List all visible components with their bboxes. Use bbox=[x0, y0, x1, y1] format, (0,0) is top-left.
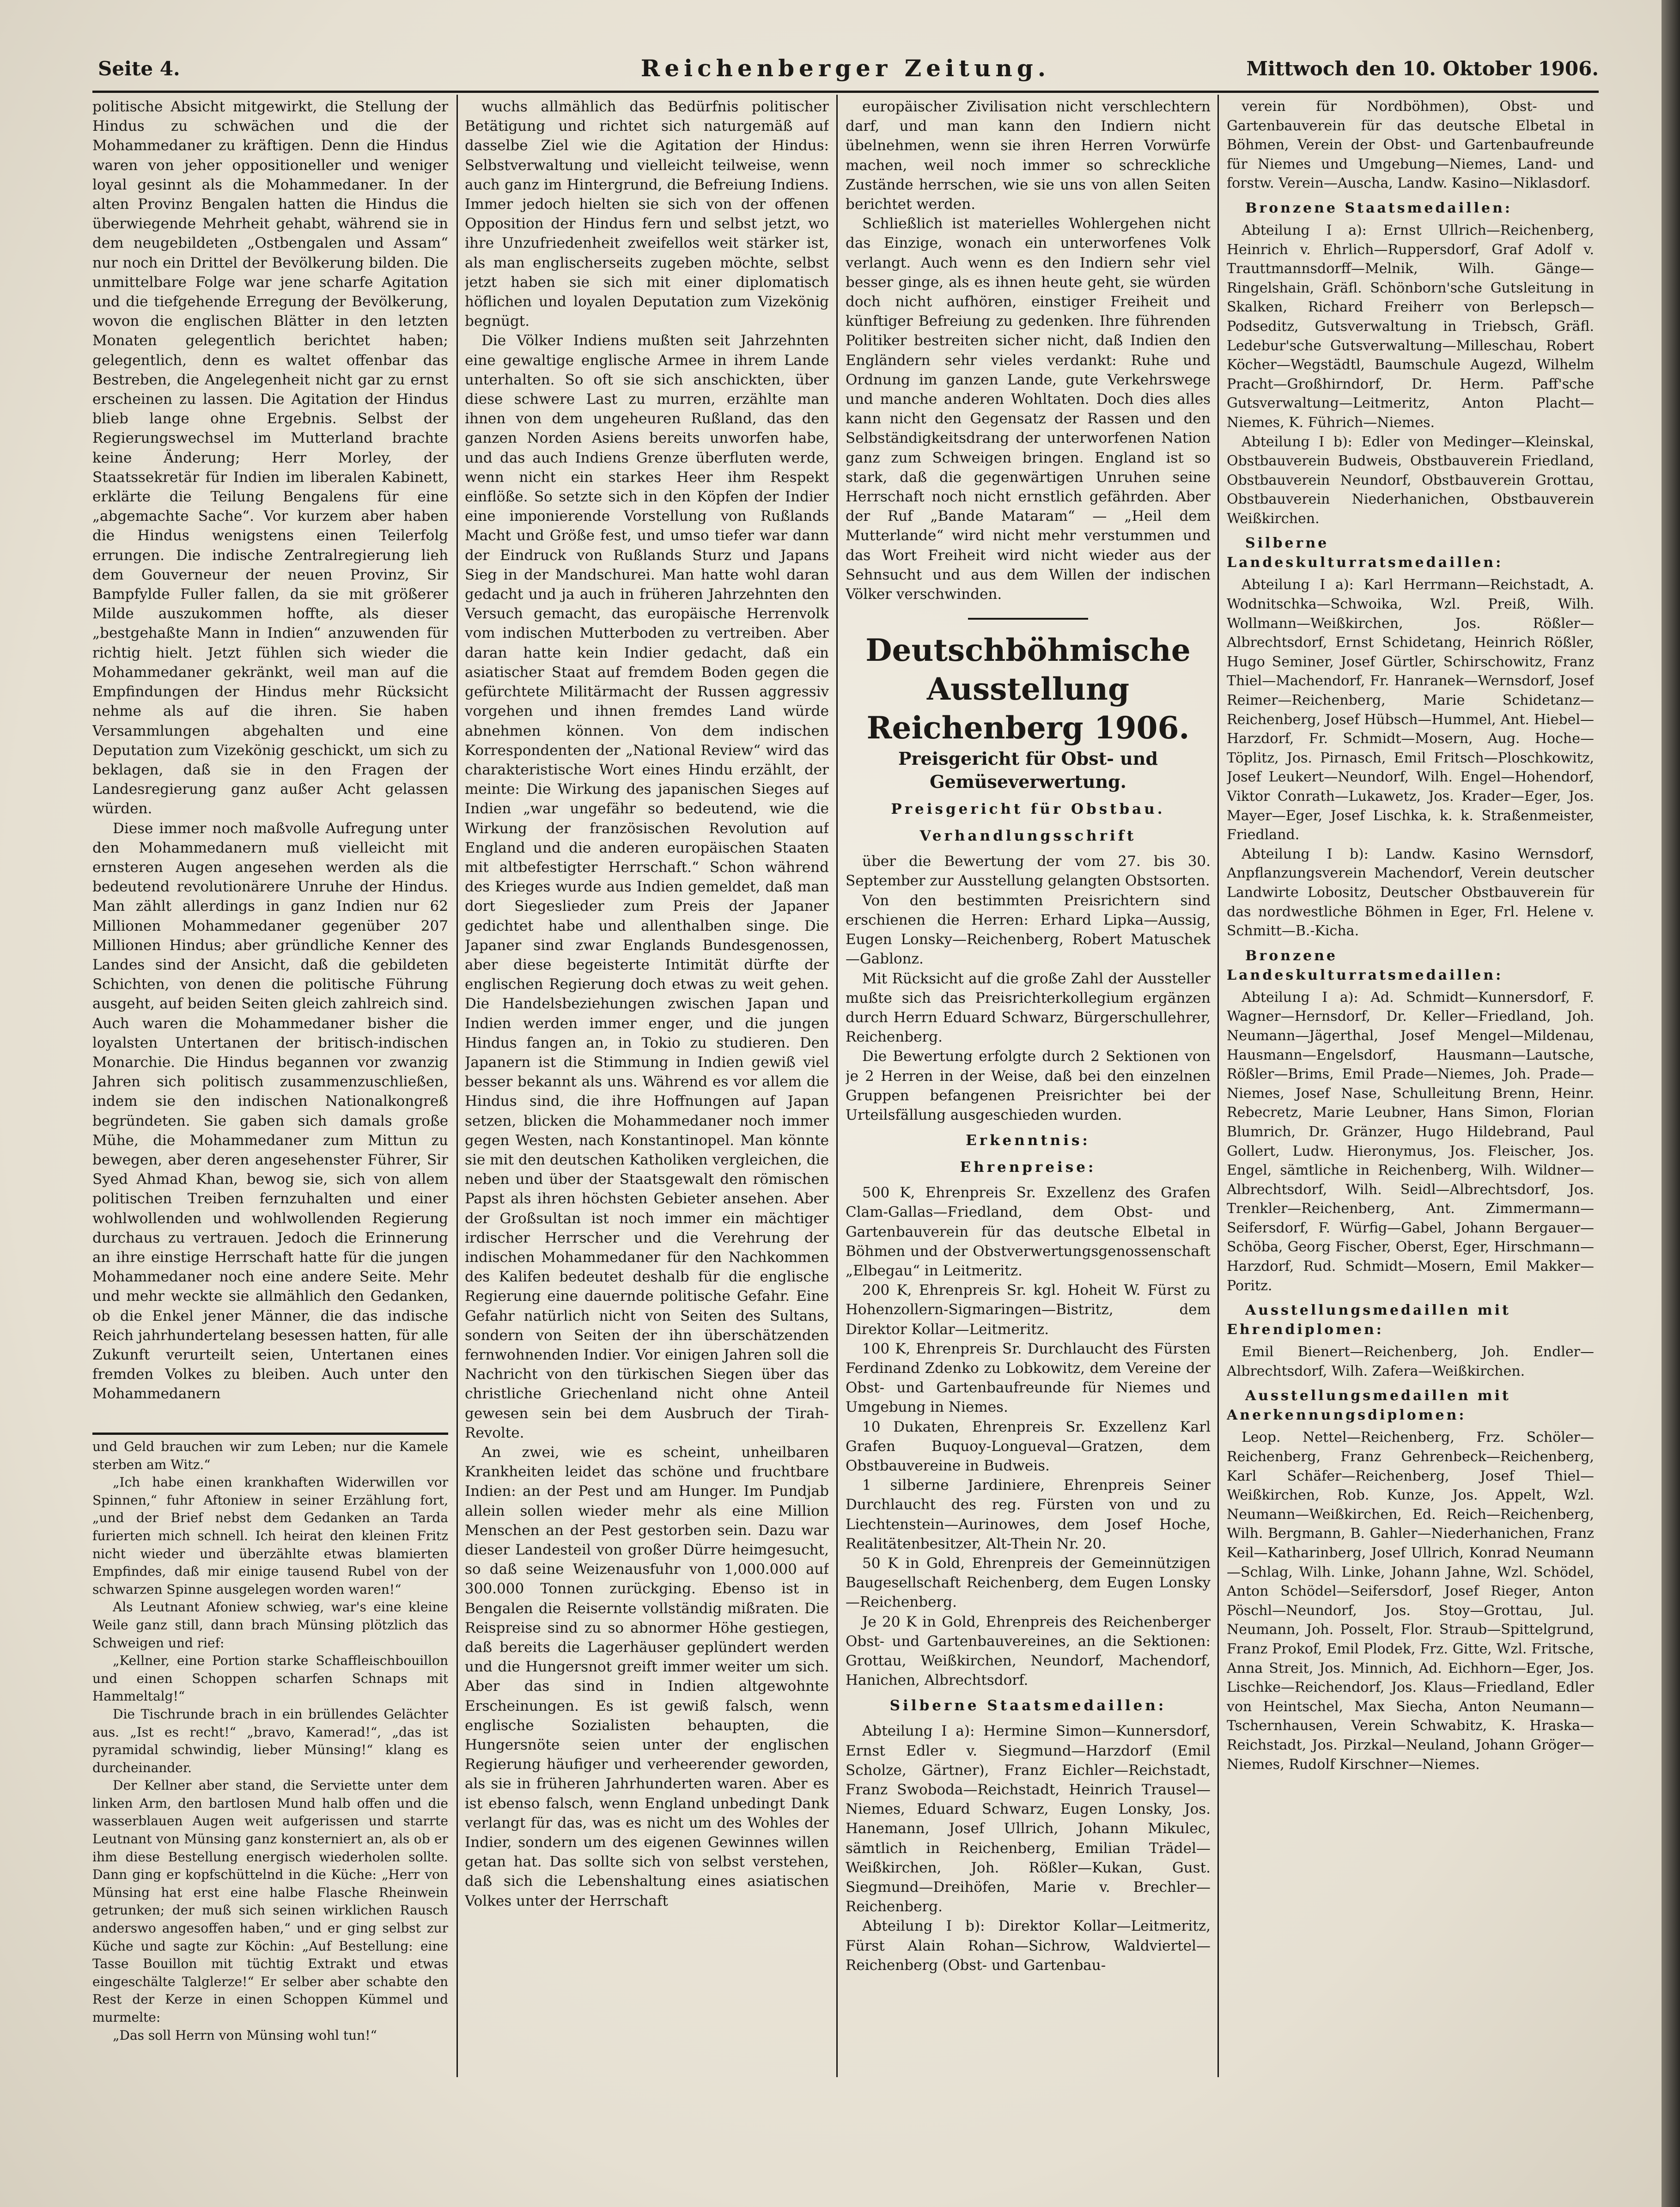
section-title: Preisgericht für Obstbau. bbox=[891, 801, 1165, 818]
award-entry: 1 silberne Jardiniere, Ehrenpreis Seiner Durchlaucht des reg. Fürsten von und zu Liechtenstein—Aurinowes, dem Josef Hoche, Realitätenbesitzer, Alt-Thein Nr. 20. bbox=[846, 1477, 1211, 1552]
award-entry: Abteilung I a): Ernst Ullrich—Reichenberg, Heinrich v. Ehrlich—Ruppersdorf, Graf Adolf v. Trauttmannsdorff—Melnik, Wilh. Gänge—Ringelshain, Gräfl. Schönborn'sche Gutsleitung in Skalken, Richard Freiherr von Berlepsch—Podseditz, Gutsverwaltung in Triebsch, Gräfl. Ledebur'sche Gutsverwaltung—Milleschau, Robert Köcher—Wegstädtl, Baumschule Augezd, Wilhelm Pracht—Großhirndorf, Dr. Herm. Paff'sche Gutsverwaltung—Leitmeritz, Anton Placht—Niemes, K. Führich—Niemes. bbox=[1227, 222, 1594, 431]
issue-date: Mittwoch den 10. Oktober 1906. bbox=[1246, 57, 1599, 80]
column-4 bbox=[1227, 97, 1594, 2075]
jury-subhead: Preisgericht für Obst- und Gemüseverwertung. bbox=[898, 748, 1158, 793]
bronze-state-medals-title: Bronzene Staatsmedaillen: bbox=[1245, 200, 1513, 216]
feuilleton-rule bbox=[92, 1433, 448, 1435]
exhibition-diploma-title: Ausstellungsmedaillen mit Ehrendiplomen: bbox=[1227, 1302, 1511, 1338]
silver-culture-medals-title: Silberne Landeskulturratsmedaillen: bbox=[1227, 535, 1503, 571]
masthead: Reichenberger Zeitung. bbox=[640, 55, 1051, 82]
feuilleton-column bbox=[92, 1438, 448, 2071]
page-edge-shadow bbox=[1662, 0, 1680, 2207]
feuilleton-paragraph: Die Tischrunde brach in ein brüllendes Gelächter aus. „Ist es recht!“ „bravo, Kamerad!“, „das ist pyramidal schwindig, lieber Münsing!“ klang es durcheinander. bbox=[92, 1706, 448, 1775]
column-rule bbox=[1217, 95, 1219, 2077]
feuilleton-paragraph: „Das soll Herrn von Münsing wohl tun!“ bbox=[113, 2027, 377, 2043]
column-1 bbox=[92, 97, 448, 1520]
column-rule bbox=[836, 95, 838, 2077]
article-paragraph: Schließlich ist materielles Wohlergehen nicht das Einzige, wonach ein unterworfenes Volk verlangt. Auch wenn es den Indiern sehr viel besser ginge, als es ihnen heute geht, sie würden doch nicht aufhören, einstiger Freiheit und künftiger Befreiung zu gedenken. Ihre führenden Politiker bestreiten sicher nicht, daß Indien den Engländern sehr vieles verdankt: Ruhe und Ordnung im ganzen Lande, gute Verkehrswege und manche anderen Wohltaten. Doch dies alles kann nicht den Gegensatz der Rassen und den Selbständigkeitsdrang der unterworfenen Nation ganz zum Schweigen bringen. England ist so stark, daß die gegenwärtigen Unruhen seine Herrschaft noch nicht ernstlich gefährden. Aber der Ruf „Bande Mataram“ — „Heil dem Mutterlande“ wird nicht mehr verstummen und das Wort Freiheit wird nicht wieder aus der Sehnsucht und aus dem Willen der indischen Völker verschwinden. bbox=[846, 215, 1211, 603]
article-paragraph: wuchs allmählich das Bedürfnis politischer Betätigung und richtet sich naturgemäß auf dasselbe Ziel wie die Agitation der Hindus: Selbstverwaltung und vielleicht teilweise, wenn auch ganz im Hintergrund, die Befreiung Indiens. Immer jedoch hielten sie sich von der offenen Opposition der Hindus fern und selbst jetzt, wo ihre Unzufriedenheit zweifellos weit stärker ist, als man englischerseits zugeben möchte, selbst jetzt haben sie sich mit einer diplomatisch höflichen und loyalen Deputation zum Vizekönig begnügt. bbox=[465, 98, 829, 330]
award-entry: 50 K in Gold, Ehrenpreis der Gemeinnützigen Baugesellschaft Reichenberg, dem Eugen Lonsky—Reichenberg. bbox=[846, 1555, 1211, 1611]
honor-prizes-title: Ehrenpreise: bbox=[960, 1159, 1096, 1176]
feuilleton-paragraph: Als Leutnant Afoniew schwieg, war's eine kleine Weile ganz still, dann brach Münsing plötzlich das Schweigen und rief: bbox=[92, 1599, 448, 1651]
section-divider bbox=[968, 618, 1088, 620]
award-entry: Abteilung I b): Landw. Kasino Wernsdorf, Anpflanzungsverein Machendorf, Verein deutscher Landwirte Lobositz, Deutscher Obstbauverein für das nordwestliche Böhmen in Eger, Frl. Helene v. Schmitt—B.-Kicha. bbox=[1227, 846, 1594, 939]
award-entry: Je 20 K in Gold, Ehrenpreis des Reichenberger Obst- und Gartenbauvereines, an die Sektionen: Grottau, Weißkirchen, Neundorf, Machendorf, Hanichen, Albrechtsdorf. bbox=[846, 1613, 1211, 1689]
document-title: Verhandlungsschrift bbox=[919, 828, 1137, 845]
award-entry: Abteilung I a): Ad. Schmidt—Kunnersdorf, F. Wagner—Hernsdorf, Dr. Keller—Friedland, Joh. Neumann—Jägerthal, Josef Mengel—Mildenau, Hausmann—Engelsdorf, Hausmann—Lautsche, Rößler—Brims, Emil Prade—Niemes, Joh. Prade—Niemes, Josef Nase, Schulleitung Brenn, Heinr. Rebecretz, Marie Leubner, Hans Simon, Florian Blumrich, Dr. Gränzer, Hugo Hildebrand, Paul Gollert, Ludw. Hieronymus, Jos. Fleischer, Jos. Engel, sämtliche in Reichenberg, Wilh. Wildner—Albrechtsdorf, Wilh. Seidl—Albrechtsdorf, Jos. Trenkler—Reichenberg, Ant. Zimmermann—Seifersdorf, F. Würfig—Gabel, Johann Bergauer—Schöba, Georg Fischer, Oberst, Eger, Hirschmann—Harzdorf, Rud. Schmidt—Mosern, Emil Makker—Poritz. bbox=[1227, 989, 1594, 1294]
column-rule bbox=[457, 95, 458, 2077]
award-entry: Abteilung I b): Edler von Medinger—Kleinskal, Obstbauverein Budweis, Obstbauverein Friedland, Obstbauverein Neundorf, Obstbauverein Grottau, Obstbauverein Niederhanichen, Obstbauverein Weißkirchen. bbox=[1227, 433, 1594, 527]
minutes-paragraph: über die Bewertung der vom 27. bis 30. September zur Ausstellung gelangten Obstsorten. bbox=[846, 853, 1211, 890]
feuilleton-paragraph: „Ich habe einen krankhaften Widerwillen vor Spinnen,“ fuhr Aftoniew in seiner Erzählung fort, „und der Brief nebst dem Gedanken an Tarda furierten mich schnell. Ich heirat den kleinen Fritz nicht wieder und überzählte etwas blamierten Empfindes, daß mir einige tausend Rubel von der schwarzen Spinne ausgelegen worden waren!“ bbox=[92, 1475, 448, 1597]
column-2 bbox=[465, 97, 829, 2075]
article-paragraph: politische Absicht mitgewirkt, die Stellung der Hindus zu schwächen und die der Mohammedaner zu kräftigen. Denn die Hindus waren von jeher oppositioneller und weniger loyal gesinnt als die Mohammedaner. In der alten Provinz Bengalen hatten die Hindus die überwiegende Mehrheit gehabt, während sie in dem neugebildeten „Ostbengalen und Assam“ nur noch ein Drittel der Bevölkerung bilden. Die unmittelbare Folge war jene scharfe Agitation und die tiefgehende Erregung der Bevölkerung, wovon die englischen Blätter in den letzten Monaten gelegentlich berichtet haben; gelegentlich, denn es waltet offenbar das Bestreben, die Angelegenheit nicht gar zu ernst erscheinen zu lassen. Die Agitation der Hindus blieb lange ohne Ergebnis. Selbst der Regierungswechsel im Mutterland brachte keine Änderung; Herr Morley, der Staatssekretär für Indien im liberalen Kabinett, erklärte die Teilung Bengalens für eine „abgemachte Sache“. Vor kurzem aber haben die Hindus wenigstens einen Teilerfolg errungen. Die indische Zentralregierung lieh dem Gouverneur der neuen Provinz, Sir Bampfylde Fuller fallen, da sie mit größerer Milde auszukommen hoffte, als dieser „bestgehaßte Mann in Indien“ anzuwenden für richtig hielt. Jetzt fühlen sich wieder die Mohammedaner gekränkt, weil man auf die Empfindungen der Hindus mehr Rücksicht nehme als auf die ihren. Sie haben Versammlungen abgehalten und eine Deputation zum Vizekönig geschickt, um sich zu beklagen, daß sie in den Fragen der Landesregierung ganz außer Acht gelassen würden. bbox=[92, 98, 448, 817]
minutes-paragraph: Die Bewertung erfolgte durch 2 Sektionen von je 2 Herren in der Weise, daß bei den einzelnen Gruppen befangenen Preisrichter bei der Urteilsfällung ausgeschieden wurden. bbox=[846, 1048, 1211, 1123]
award-entry: verein für Nordböhmen), Obst- und Gartenbauverein für das deutsche Elbetal in Böhmen, Verein der Obst- und Gartenbaufreunde für Niemes und Umgebung—Niemes, Land- und forstw. Verein—Auscha, Landw. Kasino—Niklasdorf. bbox=[1227, 98, 1594, 192]
exhibition-headline: Deutschböhmische Ausstellung Reichenberg 1906. bbox=[865, 632, 1191, 746]
award-entry: 500 K, Ehrenpreis Sr. Exzellenz des Grafen Clam-Gallas—Friedland, dem Obst- und Gartenbauverein für das deutsche Elbetal in Böhmen und der Obstverwertungsgenossenschaft „Elbegau“ in Leitmeritz. bbox=[846, 1184, 1211, 1279]
silver-state-medals-title: Silberne Staatsmedaillen: bbox=[889, 1697, 1167, 1714]
article-paragraph: Die Völker Indiens mußten seit Jahrzehnten eine gewaltige englische Armee in ihrem Lande unterhalten. So oft sie sich anschickten, über diese schwere Last zu murren, erzählte man ihnen von dem ungeheuren Rußland, das den ganzen Norden Asiens bereits unworfen habe, und das auch Indiens Grenze überfluten werde, wenn nicht ein starkes Heer ihm Respekt einflöße. So setzte sich in den Köpfen der Indier eine imponierende Vorstellung von Rußlands Macht und Größe fest, und umso tiefer war dann der Eindruck von Rußlands Sturz und Japans Sieg in der Mandschurei. Man hatte wohl daran gedacht und ja auch in früheren Jahrzehnten den Versuch gemacht, das europäische Herrenvolk vom indischen Mutterboden zu vertreiben. Aber daran hatte kein Indier gedacht, daß ein asiatischer Staat auf fremdem Boden gegen die gefürchtete Militärmacht der Russen aggressiv vorgehen und ihnen fremdes Land würde abnehmen können. Von dem indischen Korrespondenten der „National Review“ wird das charakteristische Wort eines Hindu erzählt, der meinte: Die Wirkung des japanischen Sieges auf Indien „war ungefähr so bedeutend, wie die Wirkung der französischen Revolution auf England und die anderen europäischen Staaten mit altbefestigter Herrschaft.“ Schon während des Krieges wurde aus Indien gemeldet, daß man dort Siegeslieder zum Preis der Japaner gedichtet habe und allenthalben singe. Die Japaner sind zwar Englands Bundesgenossen, aber diese begeisterte Intimität dürfte der englischen Regierung doch etwas zu weit gehen. Die Handelsbeziehungen zwischen Japan und Indien werden immer enger, und die jungen Hindus fangen an, in Tokio zu studieren. Den Japanern ist die Stimmung in Indien gewiß viel besser bekannt als uns. Während es vor allem die Hindus sind, die ihre Hoffnungen auf Japan setzen, blicken die Mohammedaner noch immer gegen Westen, nach Konstantinopel. Man könnte sie mit den deutschen Katholiken vergleichen, die neben und über der Staatsgewalt den römischen Papst als ihren höchsten Gebieter ansehen. Aber der Großsultan ist noch immer ein mächtiger irdischer Herrscher und die Verehrung der indischen Mohammedaner für den Nachkommen des Kalifen bedeutet deshalb für die englische Regierung eine dauernde politische Gefahr. Eine Gefahr natürlich nicht von Seiten des Sultans, sondern von Seiten der ihn überschätzenden fernwohnenden Indier. Vor einigen Jahren soll die Nachricht von den türkischen Siegen über das christliche Griechenland nicht ohne Anteil gewesen sein bei dem Ausbruch der Tirah-Revolte. bbox=[465, 332, 829, 1441]
minutes-paragraph: Von den bestimmten Preisrichtern sind erschienen die Herren: Erhard Lipka—Aussig, Eugen Lonsky—Reichenberg, Robert Matuschek—Gablonz. bbox=[846, 892, 1211, 968]
verdict-title: Erkenntnis: bbox=[966, 1132, 1090, 1149]
award-entry: 200 K, Ehrenpreis Sr. kgl. Hoheit W. Fürst zu Hohenzollern-Sigmaringen—Bistritz, dem Direktor Kollar—Leitmeritz. bbox=[846, 1282, 1211, 1338]
award-entry: Abteilung I a): Hermine Simon—Kunnersdorf, Ernst Edler v. Siegmund—Harzdorf (Emil Scholze, Gärtner), Franz Eichler—Reichstadt, Franz Swoboda—Reichstadt, Heinrich Trausel—Niemes, Eduard Schwarz, Eugen Lonsky, Jos. Hanemann, Josef Ullrich, Johann Mikulec, sämtlich in Reichenberg, Emilian Trädel—Weißkirchen, Joh. Rößler—Kukan, Gust. Siegmund—Dreihöfen, Marie v. Brechler—Reichenberg. bbox=[846, 1723, 1211, 1915]
award-entry: Abteilung I b): Direktor Kollar—Leitmeritz, Fürst Alain Rohan—Sichrow, Waldviertel—Reichenberg (Obst- und Gartenbau- bbox=[846, 1918, 1211, 1974]
feuilleton-paragraph: „Kellner, eine Portion starke Schaffleischbouillon und einen Schoppen scharfen Schnaps mit Hammeltalg!“ bbox=[92, 1653, 448, 1704]
award-entry: 10 Dukaten, Ehrenpreis Sr. Exzellenz Karl Grafen Buquoy-Longueval—Gratzen, dem Obstbauvereine in Budweis. bbox=[846, 1418, 1211, 1474]
award-entry: Abteilung I a): Karl Herrmann—Reichstadt, A. Wodnitschka—Schwoika, Wzl. Preiß, Wilh. Wollmann—Weißkirchen, Jos. Rößler—Albrechtsdorf, Ernst Schidetang, Heinrich Rößler, Hugo Seminer, Josef Gürtler, Schirschowitz, Franz Thiel—Machendorf, Fr. Hanranek—Wernsdorf, Josef Reimer—Reichenberg, Marie Schidetanz—Reichenberg, Josef Hübsch—Hummel, Ant. Hiebel—Harzdorf, Fr. Schmidt—Mosern, Aug. Hoche—Töplitz, Jos. Pirnasch, Emil Fritsch—Ploschkowitz, Josef Leukert—Neundorf, Wilh. Engel—Hohendorf, Viktor Conrath—Lukawetz, Jos. Krader—Eger, Jos. Mayer—Eger, Josef Lischka, k. k. Straßenmeister, Friedland. bbox=[1227, 577, 1594, 843]
column-3 bbox=[846, 97, 1211, 2075]
article-paragraph: europäischer Zivilisation nicht verschlechtern darf, und man kann den Indiern nicht übelnehmen, wenn sie ihren Herren Vorwürfe machen, weil noch immer so schreckliche Zustände herrschen, wie sie uns von allen Seiten berichtet werden. bbox=[846, 98, 1211, 213]
page-header bbox=[92, 51, 1599, 88]
header-rule bbox=[92, 91, 1599, 93]
bronze-culture-medals-title: Bronzene Landeskulturratsmedaillen: bbox=[1227, 947, 1503, 983]
article-paragraph: Diese immer noch maßvolle Aufregung unter den Mohammedanern muß vielleicht mit ernsteren Augen angesehen werden als die bedeutend revolutionärere Unruhe der Hindus. Man zählt allerdings in ganz Indien nur 62 Millionen Mohammedaner gegenüber 207 Millionen Hindus; aber gründliche Kenner des Landes sind der Ansicht, daß die gebildeten Schichten, von denen die politische Führung ausgeht, auf beiden Seiten gleich zahlreich sind. Auch waren die Mohammedaner bisher die loyalsten Untertanen der britisch-indischen Monarchie. Die Hindus begannen vor zwanzig Jahren sich politisch zusammenzuschließen, indem sie den indischen Nationalkongreß begründeten. Sie gaben sich damals große Mühe, die Mohammedaner zum Mittun zu bewegen, aber deren angesehenster Führer, Sir Syed Ahmad Khan, bewog sie, sich von allem politischen Treiben fernzuhalten und einer wohlwollenden und wohlwollenden Regierung durchaus zu vertrauen. Jedoch die Erinnerung an ihre einstige Herrschaft hatte für die jungen Mohammedaner noch eine andere Seite. Mehr und mehr weckte sie allmählich den Gedanken, ob die Enkel jener Männer, die das indische Reich jahrhundertelang besessen hatten, für alle Zukunft verurteilt seien, Untertanen eines fremden Volkes zu bleiben. Auch unter den Mohammedanern bbox=[92, 820, 448, 1402]
recognition-diploma-title: Ausstellungsmedaillen mit Anerkennungsdiplomen: bbox=[1227, 1388, 1511, 1424]
award-entry: Leop. Nettel—Reichenberg, Frz. Schöler—Reichenberg, Franz Gehrenbeck—Reichenberg, Karl Schäfer—Reichenberg, Josef Thiel—Weißkirchen, Rob. Kunze, Jos. Appelt, Wzl. Neumann—Weißkirchen, Ed. Reich—Reichenberg, Wilh. Bergmann, B. Gahler—Niederhanichen, Franz Keil—Katharinberg, Josef Ullrich, Konrad Neumann—Schlag, Wilh. Linke, Johann Jahne, Wzl. Schödel, Anton Schödel—Seifersdorf, Josef Rieger, Anton Pöschl—Neundorf, Jos. Stoy—Grottau, Jul. Neumann, Joh. Posselt, Flor. Straub—Spittelgrund, Franz Prokof, Emil Plodek, Frz. Gitte, Wzl. Fritsche, Anna Streit, Jos. Minnich, Ad. Eichhorn—Eger, Jos. Lischke—Reichendorf, Jos. Klaus—Friedland, Edler von Heintschel, Max Siecha, Anton Neumann—Tschernhausen, Verein Schwabitz, K. Hraska—Reichstadt, Jos. Pirzkal—Neuland, Johann Gröger—Niemes, Rudolf Kirschner—Niemes. bbox=[1227, 1429, 1594, 1773]
article-paragraph: An zwei, wie es scheint, unheilbaren Krankheiten leidet das schöne und fruchtbare Indien: an der Pest und am Hunger. Im Pundjab allein sollen wieder mehr als eine Million Menschen an der Pest gestorben sein. Dazu war dieser Landesteil von großer Dürre heimgesucht, so daß seine Weizenausfuhr von 1,000.000 auf 300.000 Tonnen zurückging. Ebenso ist in Bengalen die Reisernte vollständig mißraten. Die Reispreise sind zu so abnormer Höhe gestiegen, daß bereits die Lagerhäuser geplündert werden und die Hungersnot greift immer weiter um sich. Aber das sind in Indien altgewohnte Erscheinungen. Es ist gewiß falsch, wenn englische Sozialisten behaupten, die Hungersnöte seien unter der englischen Regierung häufiger und verheerender geworden, als sie in früheren Jahrhunderten waren. Aber es ist ebenso falsch, wenn England unbedingt Dank verlangt für das, was es nicht um des Wohles der Indier, sondern um des eigenen Gewinnes willen getan hat. Das sollte sich von selbst verstehen, daß sich die Lebenshaltung eines asiatischen Volkes unter der Herrschaft bbox=[465, 1444, 829, 1909]
feuilleton-paragraph: Der Kellner aber stand, die Serviette unter dem linken Arm, den bartlosen Mund halb offen und die wasserblauen Augen weit aufgerissen und starrte Leutnant von Münsing ganz konsterniert an, als ob er ihm diese Bestellung energisch wiederholen sollte. Dann ging er kopfschüttelnd in die Küche: „Herr von Münsing hat erst eine halbe Flasche Rheinwein getrunken; der muß sich seinen wirklichen Rausch anderswo angesoffen haben,“ und er ging selbst zur Küche und sagte zur Köchin: „Auf Bestellung: eine Tasse Bouillon mit tüchtig Extrakt und etwas eingeschälte Talglerze!“ Er selber aber schabte den Rest der Kerze in einen Schoppen Kümmel und murmelte: bbox=[92, 1778, 448, 2025]
award-entry: 100 K, Ehrenpreis Sr. Durchlaucht des Fürsten Ferdinand Zdenko zu Lobkowitz, dem Vereine der Obst- und Gartenbaufreunde für Niemes und Umgebung in Niemes. bbox=[846, 1340, 1211, 1416]
feuilleton-paragraph: und Geld brauchen wir zum Leben; nur die Kamele sterben am Witz.“ bbox=[92, 1439, 448, 1472]
award-entry: Emil Bienert—Reichenberg, Joh. Endler—Albrechtsdorf, Wilh. Zafera—Weißkirchen. bbox=[1227, 1344, 1594, 1379]
minutes-paragraph: Mit Rücksicht auf die große Zahl der Aussteller mußte sich das Preisrichterkollegium ergänzen durch Herrn Eduard Schwarz, Bürgerschullehrer, Reichenberg. bbox=[846, 970, 1211, 1046]
page-number: Seite 4. bbox=[98, 57, 180, 80]
